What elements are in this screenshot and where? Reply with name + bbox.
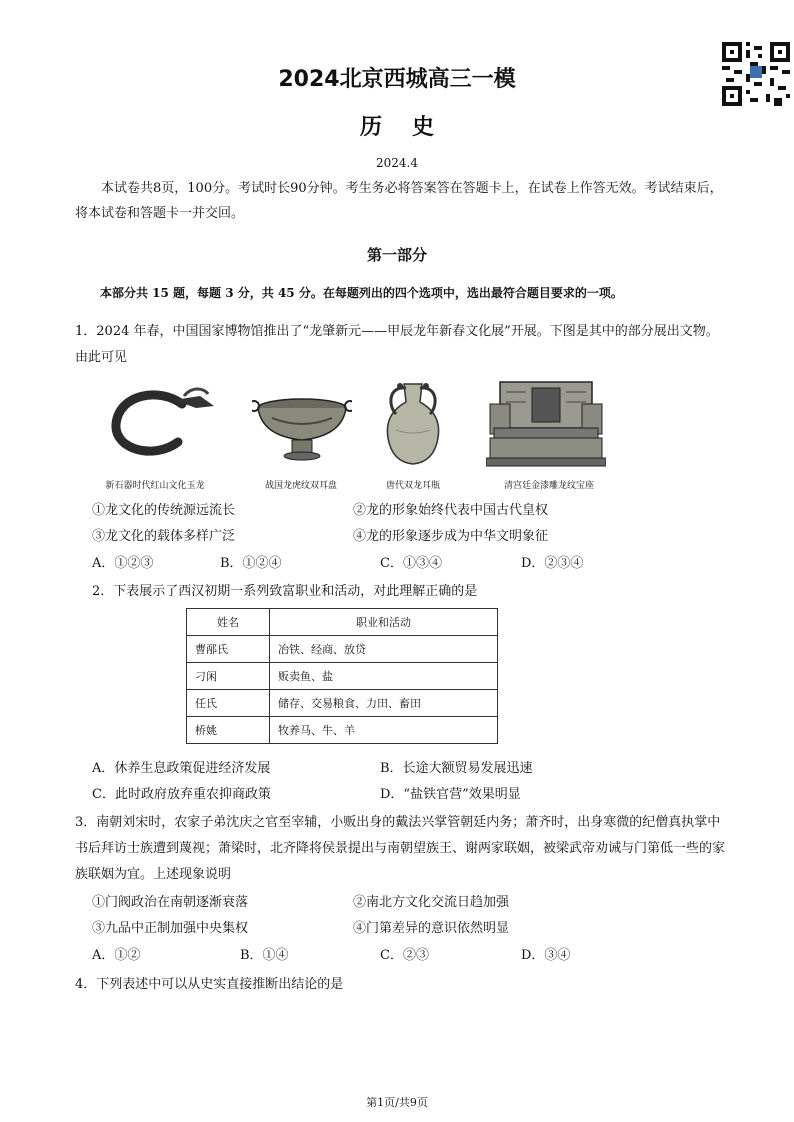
q3-option-b[interactable]: B．①④ (240, 948, 289, 963)
q3-statement-2: ②南北方文化交流日趋加强 (353, 895, 510, 910)
table-cell-name: 任氏 (187, 690, 270, 717)
table-header-name: 姓名 (187, 609, 270, 636)
q3-option-c[interactable]: C．②③ (380, 948, 429, 963)
q3-statement-3: ③九品中正制加强中央集权 (92, 921, 249, 936)
artifact-caption-2: 战国龙虎纹双耳盘 (264, 481, 337, 491)
table-header-activity: 职业和活动 (270, 609, 498, 636)
exam-date: 2024.4 (376, 156, 418, 170)
q1-statement-4: ④龙的形象逐步成为中华文明象征 (353, 529, 549, 544)
q3-statement-4: ④门第差异的意识依然明显 (353, 921, 510, 936)
dragon-throne-image (486, 378, 606, 470)
q3-option-a[interactable]: A．①② (92, 948, 141, 963)
bronze-plate-image (252, 392, 352, 464)
table-cell-name: 桥姚 (187, 717, 270, 744)
subject-title: 历史 (359, 115, 464, 140)
table-cell-activity: 储存、交易粮食、力田、畜田 (270, 690, 498, 717)
q2-option-c[interactable]: C．此时政府放弃重农抑商政策 (92, 787, 271, 802)
q2-table (186, 608, 498, 744)
exam-title: 2024北京西城高三一模 (278, 67, 516, 92)
question-1-stem: 1．2024 年春，中国国家博物馆推出了“龙肇新元——甲辰龙年新春文化展”开展。下图是其中的部分展出文物。由此可见 (75, 324, 719, 365)
part-one-title: 第一部分 (366, 246, 427, 264)
double-dragon-vase-image (378, 380, 448, 468)
q1-option-a[interactable]: A．①②③ (92, 556, 154, 571)
q2-option-b[interactable]: B．长途大额贸易发展迅速 (380, 761, 533, 776)
q1-option-c[interactable]: C．①③④ (380, 556, 442, 571)
table-row (187, 636, 498, 663)
table-row (187, 690, 498, 717)
artifact-caption-1: 新石器时代红山文化玉龙 (105, 481, 205, 491)
table-cell-activity: 贩卖鱼、盐 (270, 663, 498, 690)
question-4-stem: 4．下列表述中可以从史实直接推断出结论的是 (75, 977, 344, 992)
artifact-caption-4: 清宫廷金漆雕龙纹宝座 (503, 481, 594, 491)
q1-statement-1: ①龙文化的传统源远流长 (92, 503, 236, 518)
page-footer: 第1页/共9页 (366, 1096, 428, 1109)
artifact-caption-3: 唐代双龙耳瓶 (385, 481, 440, 491)
q2-option-a[interactable]: A．休养生息政策促进经济发展 (92, 761, 271, 776)
table-cell-activity: 牧养马、牛、羊 (270, 717, 498, 744)
table-header-row (187, 609, 498, 636)
part-one-description: 本部分共 15 题，每题 3 分，共 45 分。在每题列出的四个选项中，选出最符合题目要求的一项。 (100, 286, 623, 300)
question-2-stem: 2．下表展示了西汉初期一系列致富职业和活动，对此理解正确的是 (92, 584, 478, 599)
q1-option-b[interactable]: B．①②④ (220, 556, 282, 571)
question-3-stem: 3．南朝刘宋时，农家子弟沈庆之官至宰辅，小贩出身的戴法兴掌管朝廷内务；萧齐时，出身寒微的纪僧真执掌中书后拜访士族遭到蔑视；萧梁时，北齐降将侯景提出与南朝望族王、谢两家联姻，被梁武帝劝诫与门第低一些的家族联姻为宜。上述现象说明 (75, 815, 726, 882)
q3-option-d[interactable]: D．③④ (521, 948, 571, 963)
table-row (187, 663, 498, 690)
jade-dragon-image (104, 382, 220, 460)
q1-statement-3: ③龙文化的载体多样广泛 (92, 529, 236, 544)
table-row (187, 717, 498, 744)
table-cell-activity: 冶铁、经商、放贷 (270, 636, 498, 663)
table-cell-name: 刁闲 (187, 663, 270, 690)
q3-statement-1: ①门阀政治在南朝逐渐衰落 (92, 895, 249, 910)
q2-option-d[interactable]: D．“盐铁官营”效果明显 (380, 787, 521, 802)
table-cell-name: 曹邴氏 (187, 636, 270, 663)
q1-statement-2: ②龙的形象始终代表中国古代皇权 (353, 503, 549, 518)
q1-option-d[interactable]: D．②③④ (521, 556, 584, 571)
exam-instructions: 本试卷共8页，100分。考试时长90分钟。考生务必将答案答在答题卡上，在试卷上作答无效。考试结束后，将本试卷和答题卡一并交回。 (75, 181, 723, 221)
